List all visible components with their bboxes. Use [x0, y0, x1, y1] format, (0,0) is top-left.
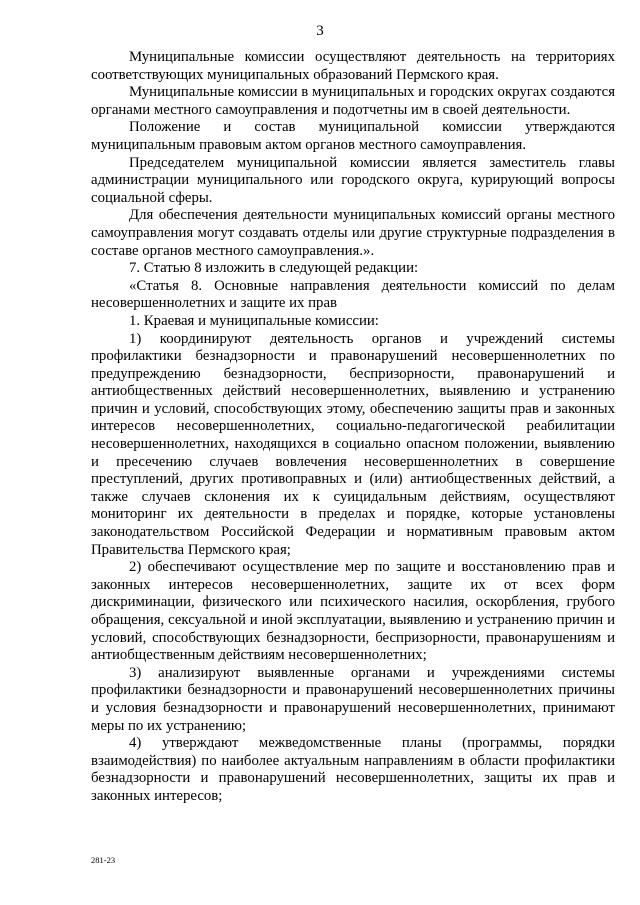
paragraph: 7. Статью 8 изложить в следующей редакции:	[129, 260, 419, 277]
paragraph: Для обеспечения деятельности муниципальных комиссий органы местного самоуправления могут создавать отделы или другие структурные подразделения в составе органов местного самоуправления.».	[91, 207, 615, 259]
paragraph: 1) координируют деятельность органов и учреждений системы профилактики безнадзорности и правонарушений несовершеннолетних по предупреждению безнадзорности, беспризорности, правонарушений и антиобщественных действий несовершеннолетних, выявлению и устранению причин и условий, способствующих этому, обеспечению защиты прав и законных интересов несовершеннолетних, социально-педагогической реабилитации несовершеннолетних, находящихся в социально опасном положении, выявлению и пресечению случаев вовлечения несовершеннолетних в совершение преступлений, других противоправных и (или) антиобщественных действий, а также случаев склонения их к суицидальным действиям, осуществляют мониторинг их деятельности в пределах и порядке, которые установлены законодательством Российской Федерации и нормативным правовым актом Правительства Пермского края;	[91, 330, 615, 558]
paragraph: 4) утверждают межведомственные планы (программы, порядки взаимодействия) по наиболее актуальным направлениям в области профилактики безнадзорности и правонарушений несовершеннолетних, защиты их прав и законных интересов;	[91, 735, 615, 804]
paragraph: 3) анализируют выявленные органами и учреждениями системы профилактики безнадзорности и правонарушений несовершеннолетних причины и условия безнадзорности и правонарушений несовершеннолетних, принимают меры по их устранению;	[91, 664, 615, 734]
paragraph: «Статья 8. Основные направления деятельности комиссий по делам несовершеннолетних и защите их прав	[91, 277, 615, 312]
paragraph: Положение и состав муниципальной комиссии утверждаются муниципальным правовым актом органов местного самоуправления.	[91, 119, 615, 153]
page-number: 3	[316, 23, 324, 39]
paragraph: Муниципальные комиссии осуществляют деятельность на территориях соответствующих муниципальных образований Пермского края.	[91, 49, 615, 83]
paragraph: 2) обеспечивают осуществление мер по защите и восстановлению прав и законных интересов несовершеннолетних, защите их от всех форм дискриминации, физического или психического насилия, оскорбления, грубого обращения, сексуальной и иной эксплуатации, выявлению и устранению причин и условий, способствующих безнадзорности, беспризорности, правонарушениям и антиобщественным действиям несовершеннолетних;	[91, 559, 615, 664]
document-body	[91, 49, 615, 806]
document-code: 281-23	[91, 855, 116, 865]
paragraph: Муниципальные комиссии в муниципальных и городских округах создаются органами местного самоуправления и подотчетны им в своей деятельности.	[91, 84, 615, 118]
paragraph: 1. Краевая и муниципальные комиссии:	[129, 312, 379, 329]
paragraph: Председателем муниципальной комиссии является заместитель главы администрации муниципального или городского округа, курирующий вопросы социальной сферы.	[91, 154, 615, 206]
